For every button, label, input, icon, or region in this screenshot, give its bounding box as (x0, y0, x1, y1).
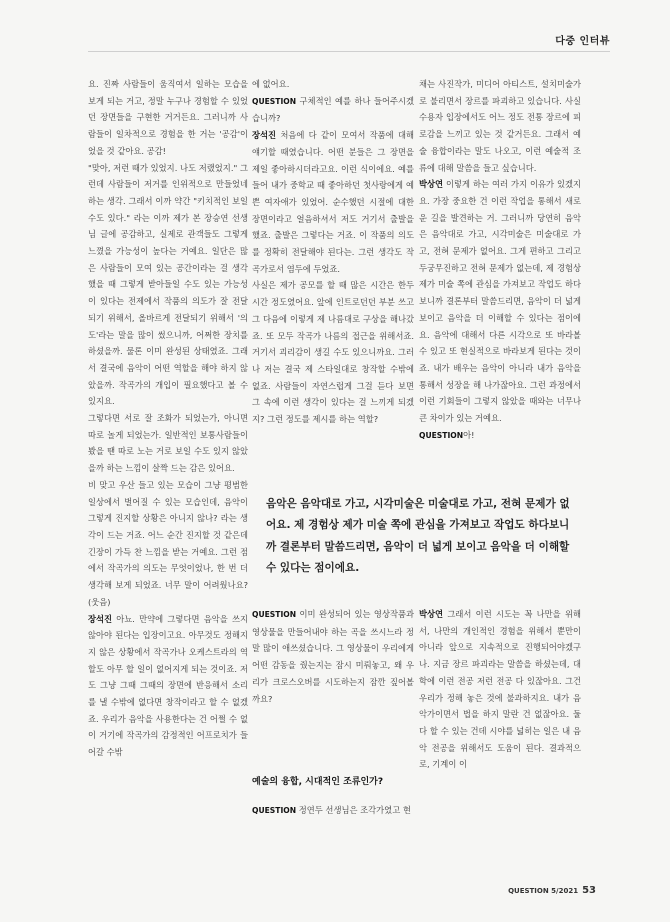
page-number: 53 (582, 885, 596, 896)
question-label: QUESTION (419, 430, 464, 440)
answer (252, 127, 414, 277)
paragraph: 그렇다면 서로 잘 조화가 되었는가, 아니면 따로 놀게 되었는가. 일반적인 보통사람들이 봤을 땐 따로 노는 거로 보일 수도 있지 않았을까 하는 느낌이 살짝 드는 감은 있어요. (88, 413, 248, 474)
answer (419, 606, 581, 773)
magazine-issue: QUESTION 5/2021 (508, 887, 579, 895)
speaker-name: 박상연 (419, 609, 444, 619)
speaker-name: 장석진 (88, 613, 113, 624)
subheading: 예술의 융합, 시대적인 조류인가? (252, 777, 384, 787)
section-label: 다중 인터뷰 (555, 36, 610, 47)
question-text: 정연두 선생님은 조각가였고 현 (298, 805, 411, 815)
column-3 (419, 76, 581, 444)
column-2 (252, 76, 414, 428)
question-label: QUESTION (252, 610, 297, 619)
page-footer (508, 885, 596, 896)
question-text: 구체적인 예를 하나 들어주시겠습니까? (252, 95, 415, 124)
pull-quote: 음악은 음악대로 가고, 시각미술은 미술대로 가고, 전혀 문제가 없어요. 제 경험상 제가 미술 쪽에 관심을 가져보고 작업도 하다보니까 결론부터 말씀드리면, 음악이 더 넓게 보이고 음악을 더 이해할 수 있다는 점이에요. (266, 498, 570, 574)
question-text: 이미 완성되어 있는 영상작품과 영상물을 만들어내야 하는 곡을 쓰시느라 정말 많이 애쓰셨습니다. 그 영상물이 우리에게 어떤 감동을 줬는지는 잠시 미뤄놓고, 왜 우리가 크로스오버를 시도하는지 잠깐 짚어볼까요? (252, 609, 415, 704)
question (419, 427, 581, 445)
question-label: QUESTION (252, 96, 297, 106)
header-rule (88, 51, 610, 52)
column-2-bottom (252, 606, 414, 707)
paragraph: "맞아, 저런 때가 있었지. 나도 저랬었지." 그런데 사람들이 저거를 인위적으로 만들었네 하는 생각. 그래서 이까 약간 "키치적인 보일 수도 있다." 라는 이까 제가 본 장승연 선생님 글에 공감하고, 실제로 관객들도 그렇게 느꼈을 가능성이 높다는 거예요. 일단은 많은 사람들이 모여 있는 공간이라는 걸 생각했을 때 그렇게 받아들일 수도 있는 가능성이 있다는 전제에서 작품의 의도가 잘 전달되기 위해서, 올바르게 전달되기 위해서 '의도'라는 말을 많이 썼으니까, 어쩌한 장치를 하셨을까. 물론 이미 완성된 상태였죠. 그래서 결국에 음악이 어떤 역할을 해야 하지 않았을까. 작곡가의 개입이 필요했다고 볼 수 있지요. (88, 162, 248, 407)
speaker-name: 장석진 (252, 130, 277, 141)
paragraph: 비 맞고 우산 들고 있는 모습이 그냥 평범한 일상에서 벌어질 수 있는 모습인데, 음악이 그렇게 진지할 상황은 아니지 않나? 라는 생각이 드는 거죠. 어느 순간 진지할 것 같은데 긴장이 가득 찬 느낌을 받는 거예요. 그런 점에서 작곡가의 의도는 무엇이었나, 한 번 더 생각해 보게 되었죠. 너무 말이 어려웠나요? (웃음) (88, 479, 248, 607)
column-1 (88, 76, 248, 761)
question (252, 802, 414, 820)
paragraph: 채는 사진작가, 미디어 아티스트, 설치미술가로 불리면서 장르를 파괴하고 있습니다. 사실 수용자 입장에서도 어느 정도 전통 장르에 피로감을 느끼고 있는 것 같거든요. 그래서 예술 융합이라는 말도 나오고, 이런 예술적 조류에 대해 말씀을 들고 싶습니다. (419, 79, 581, 173)
answer-text: 그래서 이런 시도는 꼭 나만을 위해서, 나만의 개인적인 경험을 위해서 뿐만이 아니라 앞으로 지속적으로 진행되어야겠구나. 지금 장르 파괴라는 말씀을 하셨는데, 대학에 이런 전공 저런 전공 다 있잖아요. 그건 우리가 정해 놓은 것에 불과하지요. 내가 음악가이면서 법을 하지 말란 건 없잖아요. 둘 다 할 수 있는 건데 시야를 넓히는 일은 내 음악 전공을 위해서도 도움이 된다. 결과적으로, 기계이 이 (419, 609, 581, 770)
paragraph (88, 611, 248, 761)
question (252, 93, 414, 127)
question-label: QUESTION (252, 806, 297, 815)
question (252, 606, 414, 707)
paragraph: 요. 진짜 사람들이 움직여서 일하는 모습을 보게 되는 거고, 정말 누구나 경험할 수 있었던 장면들을 구현한 거거든요. 그러니까 사람들이 일차적으로 경험을 한 거는 '공감'이었을 것 같아요. 공감! (88, 79, 248, 156)
answer (419, 176, 581, 427)
column-3-bottom (419, 606, 581, 773)
paragraph: 사실은 제가 공모를 할 때 많은 시간은 한두 시간 정도였어요. 앞에 인트로던던 부분 쓰고 그 다음에 이렇게 제 나름대로 구상을 해나갔죠. 또 모두 작곡가 나름의 접근을 위해서죠. 거기서 괴리감이 생길 수도 있으니까요. 그러나 저는 결국 제 스타일대로 창작할 수밖에 없죠. 사람들이 자연스럽게 그걸 듣다 보면 그 속에 이런 생각이 있다는 걸 느끼게 되겠지? 그런 정도를 제시를 하는 역할? (252, 280, 414, 425)
answer-text: 아뇨. 만약에 그렇다면 음악을 쓰지 않아야 된다는 입장이고요. 아무것도 정해지지 않은 상황에서 작곡가나 오케스트라의 역할도 아무 할 일이 없어지게 되는 것이죠. 저도 그냥 그때 그때의 장면에 반응해서 소리를 낼 수밖에 없다면 창작이라고 할 수 없겠죠. 우리가 음악을 사용한다는 건 어쩔 수 없이 거기에 작곡가의 감정적인 어프로치가 들어갈 수밖 (88, 613, 248, 758)
answer-text: 이렇게 하는 여러 가지 이유가 있겠지요. 가장 중요한 건 이런 작업을 통해서 새로운 길을 발견하는 거. 그러니까 당연히 음악은 음악대로 가고, 시각미술은 미술대로 가고, 전혀 문제가 없어요. 그게 편하고 그리고 두궁무진하고 전혀 문제가 없는데, 제 경험상 제가 미술 쪽에 관심을 가져보고 작업도 하다보니까 결론부터 말씀드리면, 음악이 더 넓게 보이고 음악을 더 이해할 수 있다는 점이에요. 음악에 대해서 다른 시각으로 또 바라볼 수 있고 또 현실적으로 바라보게 된다는 것이죠. 내가 배우는 음악이 아니라 내가 음악을 통해서 성장을 해 나가잖아요. 그런 과정에서 이런 기회들이 그렇지 않았을 때와는 너무나 큰 차이가 있는 거예요. (419, 179, 581, 424)
speaker-name: 박상연 (419, 179, 444, 190)
answer-text: 처음에 다 같이 모여서 작품에 대해 얘기할 때였습니다. 어떤 분들은 그 장면을 제일 좋아하시더라고요. 이런 식이에요. 예를 들어 내가 중학교 때 좋아하던 첫사랑에게 예쁜 여자애가 있었어. 순수했던 시절에 대한 장면이라고 얼음하셔서 저도 거기서 출발을 했죠. 출발은 그렇다는 거죠. 이 작품의 의도를 정확히 전달해야 된다는. 그런 생각도 작곡가로서 염두에 두었죠. (252, 130, 414, 274)
column-2-last (252, 802, 414, 820)
paragraph: 에 없어요. (252, 79, 290, 89)
question-text: 아! (463, 429, 475, 440)
